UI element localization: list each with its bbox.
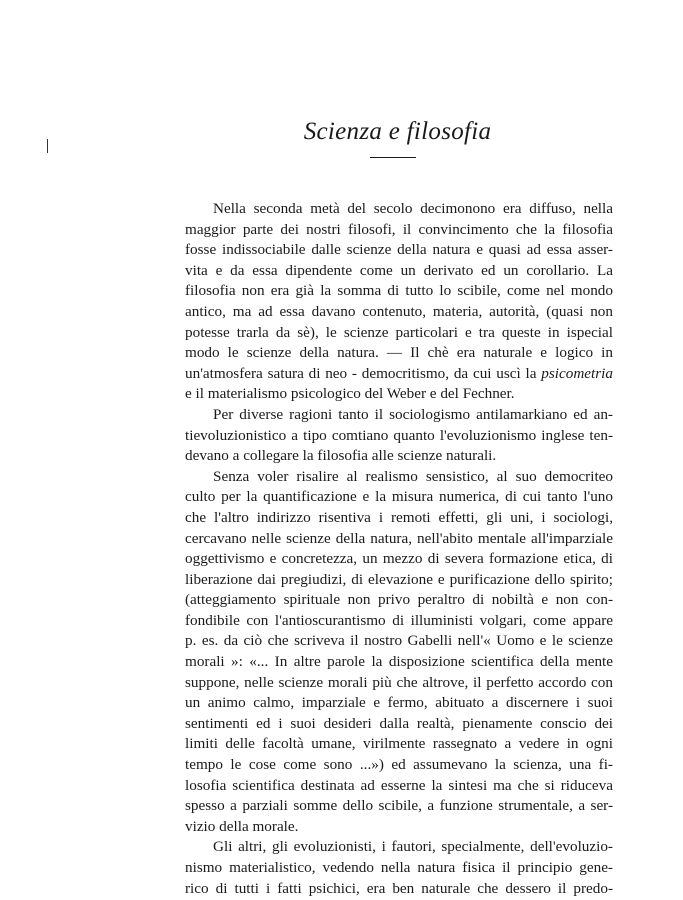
text-line: oggettivismo e concretezza, un mezzo di severa formazione etica, di — [185, 550, 613, 568]
text-line: vizio della morale. — [185, 817, 299, 835]
text-line: Nella seconda metà del secolo decimonono era diffuso, nella — [213, 200, 613, 217]
title-rule — [370, 157, 416, 158]
text-line: culto per la quantificazione e la misura numerica, di cui tanto l'uno — [185, 488, 613, 506]
text-line: spesso a parziali somme dello scibile, a funzione strumentale, a ser- — [185, 797, 613, 815]
text-line: antico, ma ad essa davano contenuto, materia, autorità, (quasi non — [185, 302, 613, 320]
text-line: rico di tutti i fatti psichici, era ben naturale che dessero il predo- — [185, 879, 613, 897]
text-line: tievoluzionistico a tipo comtiano quanto l'evoluzionismo inglese ten- — [185, 426, 613, 444]
text-line: fondibile con l'antioscurantismo di illuministi volgari, come appare — [185, 611, 613, 629]
text-line: e il materialismo psicologico del Weber e del Fechner. — [185, 385, 515, 403]
text-line: potesse trarla da sè), le scienze particolari e tra queste in ispecial — [185, 323, 613, 341]
text-line: che l'altro indirizzo risentiva i remoti effetti, gli uni, i sociologi, — [185, 508, 613, 526]
body-text — [185, 199, 613, 899]
text-line: maggior parte dei nostri filosofi, il convincimento che la filosofia — [185, 220, 613, 238]
text-line: un animo calmo, imparziale e fermo, abituato a discernere i suoi — [185, 694, 613, 712]
text-line: suppone, nelle scienze morali più che altrove, il perfetto accordo con — [185, 673, 613, 691]
text-line: losofia scientifica destinata ad esserne la sintesi ma che si riduceva — [185, 776, 613, 794]
text-line: modo le scienze della natura. — Il chè era naturale e logico in — [185, 344, 613, 362]
text-line: Senza voler risalire al realismo sensistico, al suo democriteo — [213, 467, 613, 485]
page-title: Scienza e filosofia — [303, 118, 492, 145]
text-line: p. es. da ciò che scriveva il nostro Gabelli nell'« Uomo e le scienze — [185, 632, 613, 650]
text-line: sentimenti ed i suoi desideri dalla realtà, pienamente conscio dei — [185, 714, 613, 732]
text-line: vita e da essa dipendente come un derivato ed un corollario. La — [185, 261, 613, 279]
text-line: liberazione dai pregiudizi, di elevazione e purificazione dello spirito; — [185, 570, 613, 588]
text-segment: un'atmosfera satura di neo - democritismo, da cui uscì la — [185, 364, 537, 382]
text-line: fosse indissociabile dalle scienze della natura e quasi ad essa asser- — [185, 241, 613, 259]
text-line: limiti delle facoltà umane, virilmente rassegnato a vedere in ogni — [185, 735, 613, 753]
text-line: Per diverse ragioni tanto il sociologismo antilamarkiano ed an- — [213, 405, 613, 423]
text-line-with-italic — [185, 364, 613, 385]
text-line: nismo materialistico, vedendo nella natura fisica il principio gene- — [185, 859, 613, 876]
text-line: (atteggiamento spirituale non privo peraltro di nobiltà e non con- — [185, 591, 613, 609]
text-line: tempo le cose come sono ...») ed assumevano la scienza, una fi- — [185, 756, 613, 774]
text-line: morali »: «... In altre parole la disposizione scientifica della mente — [185, 653, 613, 671]
text-line: filosofia non era già la somma di tutto lo scibile, come nel mondo — [185, 282, 613, 300]
text-line: cercavano nelle scienze della natura, nell'abito mentale all'imparziale — [185, 529, 613, 547]
text-line: devano a collegare la filosofia alle scienze naturali. — [185, 447, 497, 465]
italic-word: psicometria — [541, 364, 613, 382]
text-line: Gli altri, gli evoluzionisti, i fautori, specialmente, dell'evoluzio- — [213, 838, 613, 856]
